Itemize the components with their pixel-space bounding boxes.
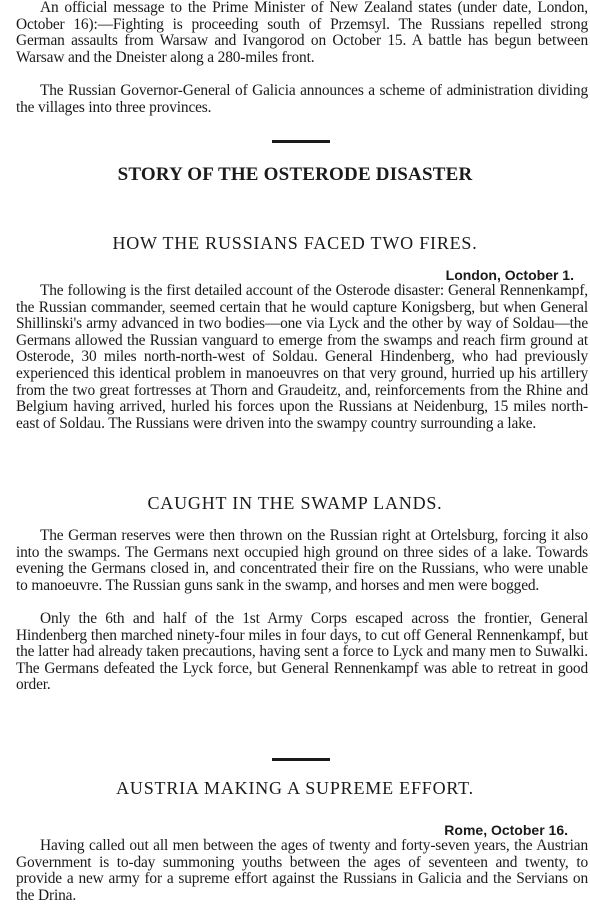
story-headline: STORY OF THE OSTERODE DISASTER bbox=[117, 164, 473, 185]
section-divider bbox=[272, 758, 330, 761]
section-divider bbox=[272, 140, 330, 143]
swamp-paragraph-2: Only the 6th and half of the 1st Army Corps escaped across the frontier, General Hindenberg then marched ninety-four miles in four days, to cut off General Rennenkampf, but the latter had already taken precautions, having sent a force to Lyck and many men to Suwalki. The Germans defeated the Lyck force, but General Rennenkampf was able to retreat in good order. bbox=[16, 610, 588, 694]
austria-dateline: Rome, October 16. bbox=[444, 822, 568, 838]
story-dateline: London, October 1. bbox=[445, 267, 574, 283]
austria-headline: AUSTRIA MAKING A SUPREME EFFORT. bbox=[116, 778, 474, 798]
swamp-paragraph-1: The German reserves were then thrown on the Russian right at Ortelsburg, forcing it also into the swamps. The Germans next occupied high ground on three sides of a lake. Towards evening the Germans closed in, and concentrated their fire on the Russians, who were unable to manoeuvre. The Russian guns sank in the swamp, and horses and men were bogged. bbox=[16, 527, 588, 594]
intro-paragraph-1: An official message to the Prime Minister of New Zealand states (under date, London, October 16):—Fighting is proceeding south of Przemsyl. The Russians repelled strong German assaults from Warsaw and Ivangorod on October 15. A battle has begun between Warsaw and the Dneister along a 280-miles front. bbox=[16, 0, 588, 66]
story-subheadline: HOW THE RUSSIANS FACED TWO FIRES. bbox=[112, 233, 478, 253]
intro-paragraph-2: The Russian Governor-General of Galicia announces a scheme of administration dividing the villages into three provinces. bbox=[16, 82, 588, 116]
swamp-subheadline: CAUGHT IN THE SWAMP LANDS. bbox=[147, 493, 443, 513]
story-paragraph: The following is the first detailed account of the Osterode disaster: General Rennenkampf, the Russian commander, seemed certain that he would capture Konigsberg, but when General Shillinski's army advanced in two bodies—one via Lyck and the other by way of Soldau—the Germans allowed the Russian vanguard to emerge from the swamps and reach firm ground at Osterode, 30 miles north-north-west of Soldau. General Hindenberg, who had previously experienced this identical problem in manoeuvres on that very ground, hurried up his artillery from the two great fortresses at Thorn and Graudeitz, and, reinforcements from the Rhine and Belgium having arrived, hurled his forces upon the Russians at Neidenburg, 15 miles north-east of Soldau. The Russians were driven into the swampy country surrounding a lake. bbox=[16, 282, 588, 432]
austria-paragraph: Having called out all men between the ages of twenty and forty-seven years, the Austrian Government is to-day summoning youths between the ages of seventeen and twenty, to provide a new army for a supreme effort against the Russians in Galicia and the Servians on the Drina. bbox=[16, 837, 588, 904]
